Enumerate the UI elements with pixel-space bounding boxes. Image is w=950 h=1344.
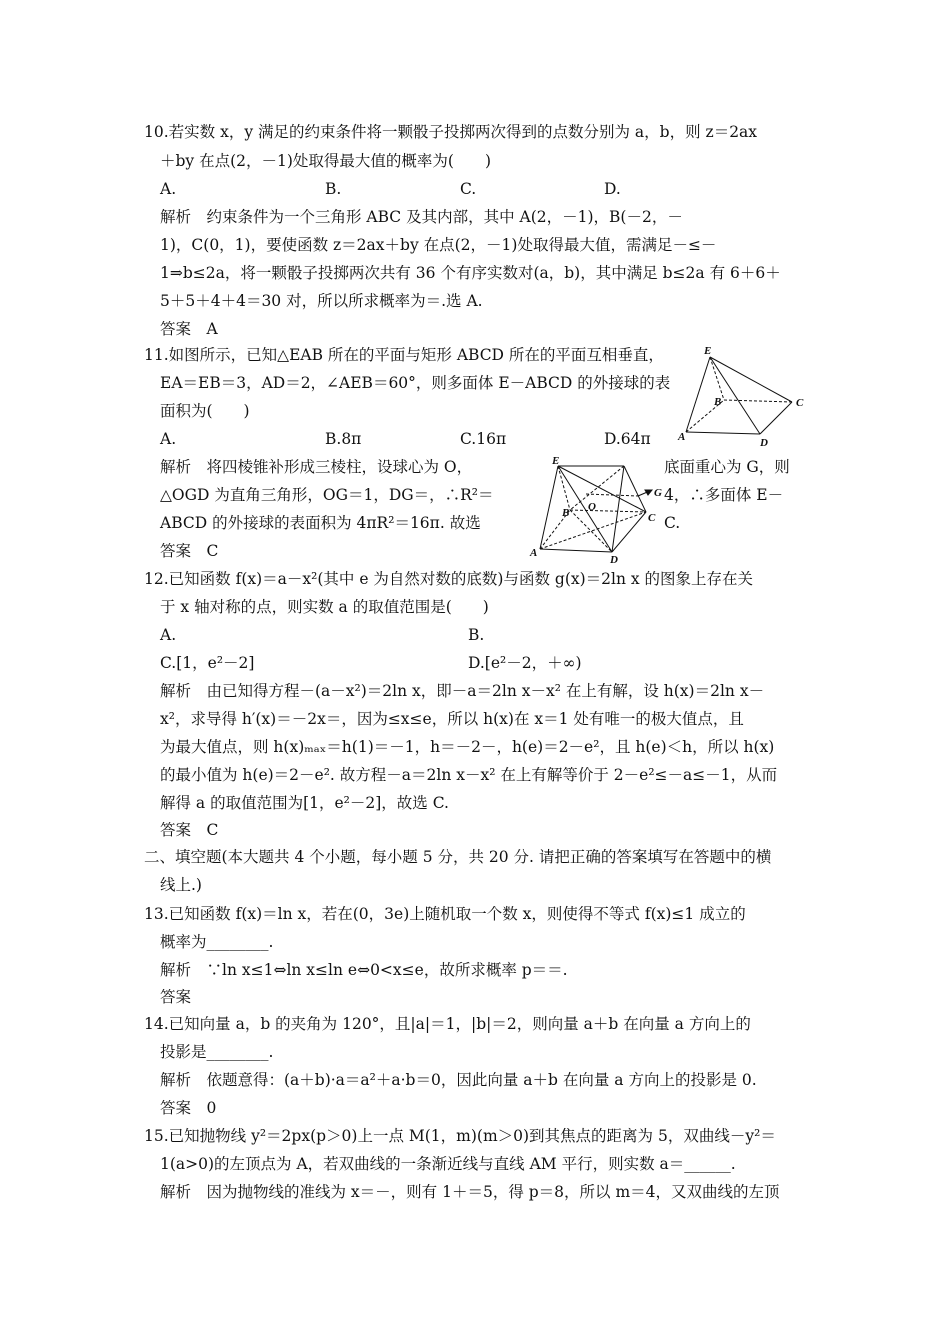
q10-option-b: B. — [325, 180, 342, 198]
q10-solution-line-3: 1⇒b≤2a，将一颗骰子投掷两次共有 36 个有序实数对(a，b)，其中满足 b≤2a 有 6＋6＋ — [160, 264, 781, 282]
prism-edge-bc-hidden — [570, 510, 646, 512]
q15-stem-line-2: 1(a>0)的左顶点为 A，若双曲线的一条渐近线与直线 AM 平行，则实数 a＝______. — [160, 1155, 736, 1173]
q14-stem-line-1: 14.已知向量 a，b 的夹角为 120°，且|a|＝1，|b|＝2，则向量 a＋b 在向量 a 方向上的 — [144, 1015, 751, 1033]
q13-stem-line-1: 13.已知函数 f(x)＝ln x，若在(0，3e)上随机取一个数 x，则使得不等式 f(x)≤1 成立的 — [144, 905, 746, 923]
prism-edge-top-b-hidden — [570, 466, 624, 510]
label-b: B — [714, 396, 722, 408]
q10-solution-line-2: 1)，C(0，1)，要使函数 z＝2ax＋by 在点(2，－1)处取得最大值，需满足－≤－ — [160, 236, 717, 254]
q10-stem-line-2: ＋by 在点(2，－1)处取得最大值的概率为( ) — [160, 152, 492, 170]
q11-stem-line-3: 面积为( ) — [160, 402, 250, 420]
q12-stem-line-1: 12.已知函数 f(x)＝a－x²(其中 e 为自然对数的底数)与函数 g(x)＝2ln x 的图象上存在关 — [144, 570, 754, 588]
edge-dc — [760, 402, 792, 434]
section2-heading-line-2: 线上.) — [160, 876, 202, 894]
q12-answer: 答案 C — [160, 821, 219, 839]
q13-stem-line-2: 概率为________. — [160, 933, 274, 951]
q10-stem-line-1: 10.若实数 x，y 满足的约束条件将一颗骰子投掷两次得到的点数分别为 a，b，则 z＝2ax — [144, 123, 758, 141]
q11-solution-line-1a: 解析 将四棱锥补形成三棱柱，设球心为 O， — [160, 458, 473, 476]
q11-solution-line-2a: △OGD 为直角三角形，OG＝1，DG＝，∴R²＝ — [160, 486, 494, 504]
label-o: O — [588, 501, 596, 513]
pyramid-figure — [676, 344, 816, 450]
q10-option-a: A. — [160, 180, 177, 198]
q11-stem-line-1: 11.如图所示，已知△EAB 所在的平面与矩形 ABCD 所在的平面互相垂直， — [144, 346, 664, 364]
q12-solution-line-3: 为最大值点，则 h(x)ₘₐₓ＝h(1)＝－1，h＝－2－，h(e)＝2－e²，且 h(e)＜h，所以 h(x) — [160, 738, 775, 756]
q11-solution-line-3b: C. — [664, 514, 681, 532]
label-e2: E — [552, 455, 560, 467]
label-e: E — [704, 345, 712, 357]
q11-solution-line-1b: 底面重心为 G，则 — [664, 458, 790, 476]
prism-edge-bd-hidden — [570, 510, 612, 552]
q12-solution-line-5: 解得 a 的取值范围为[1，e²－2]，故选 C. — [160, 794, 449, 812]
label-a2: A — [530, 547, 538, 559]
label-b2: B — [562, 507, 570, 519]
q14-answer: 答案 0 — [160, 1099, 217, 1117]
q11-option-c: C.16π — [460, 430, 507, 448]
edge-bc-hidden — [724, 400, 792, 402]
edge-ea — [686, 357, 710, 432]
edge-ad — [686, 432, 760, 434]
q12-option-c: C.[1，e²－2] — [160, 654, 255, 672]
q11-option-a: A. — [160, 430, 177, 448]
q10-solution-line-4: 5＋5＋4＋4＝30 对，所以所求概率为＝.选 A. — [160, 292, 483, 310]
q11-option-b: B.8π — [325, 430, 362, 448]
label-d: D — [760, 437, 768, 449]
q10-option-d: D. — [604, 180, 621, 198]
q15-stem-line-1: 15.已知抛物线 y²＝2px(p＞0)上一点 M(1，m)(m＞0)到其焦点的距离为 5，双曲线－y²＝ — [144, 1127, 776, 1145]
label-c2: C — [648, 512, 656, 524]
section2-heading-line-1: 二、填空题(本大题共 4 个小题，每小题 5 分，共 20 分. 请把正确的答案填写在答题中的横 — [144, 848, 772, 866]
prism-edge-eb-hidden — [558, 466, 570, 510]
q10-option-c: C. — [460, 180, 477, 198]
q12-stem-line-2: 于 x 轴对称的点，则实数 a 的取值范围是( ) — [160, 598, 489, 616]
prism-edge-ec — [558, 466, 646, 512]
q11-option-d: D.64π — [604, 430, 651, 448]
q13-answer: 答案 — [160, 988, 192, 1006]
q11-answer: 答案 C — [160, 542, 219, 560]
q10-solution-line-1: 解析 约束条件为一个三角形 ABC 及其内部，其中 A(2，－1)，B(－2，－ — [160, 208, 683, 226]
q10-answer: 答案 A — [160, 320, 218, 338]
q11-solution-line-3a: ABCD 的外接球的表面积为 4πR²＝16π. 故选 — [160, 514, 481, 532]
q12-solution-line-2: x²，求导得 h′(x)＝－2x＝，因为≤x≤e，所以 h(x)在 x＝1 处有唯一的极大值点，且 — [160, 710, 744, 728]
q12-solution-line-4: 的最小值为 h(e)＝2－e². 故方程－a＝2ln x－x² 在上有解等价于 2－e²≤－a≤－1，从而 — [160, 766, 778, 784]
label-g: G — [654, 487, 662, 499]
prism-edge-top-c — [624, 466, 646, 512]
q13-solution-line-1: 解析 ∵ln x≤1⇔ln x≤ln e⇔0<x≤e，故所求概率 p＝＝. — [160, 961, 568, 979]
q12-option-a: A. — [160, 626, 177, 644]
q12-option-b: B. — [468, 626, 485, 644]
label-d2: D — [610, 554, 618, 566]
q11-solution-line-2b: 4，∴多面体 E－ — [664, 486, 784, 504]
q12-option-d: D.[e²－2，＋∞) — [468, 654, 582, 672]
label-c: C — [796, 397, 804, 409]
q12-solution-line-1: 解析 由已知得方程－(a－x²)＝2ln x，即－a＝2ln x－x² 在上有解，设 h(x)＝2ln x－ — [160, 682, 765, 700]
q15-solution-line-1: 解析 因为抛物线的准线为 x＝－，则有 1＋＝5，得 p＝8，所以 m＝4，又双曲线的左顶 — [160, 1183, 780, 1201]
q14-solution-line-1: 解析 依题意得：(a＋b)·a＝a²＋a·b＝0，因此向量 a＋b 在向量 a 方向上的投影是 0. — [160, 1071, 757, 1089]
prism-edge-top-d — [612, 466, 624, 552]
prism-figure — [526, 454, 666, 566]
q11-stem-line-2: EA＝EB＝3，AD＝2，∠AEB＝60°，则多面体 E－ABCD 的外接球的表 — [160, 374, 671, 392]
prism-g-arrowhead — [645, 490, 652, 495]
label-a: A — [678, 431, 686, 443]
q14-stem-line-2: 投影是________. — [160, 1043, 274, 1061]
prism-edge-ad — [540, 549, 612, 552]
